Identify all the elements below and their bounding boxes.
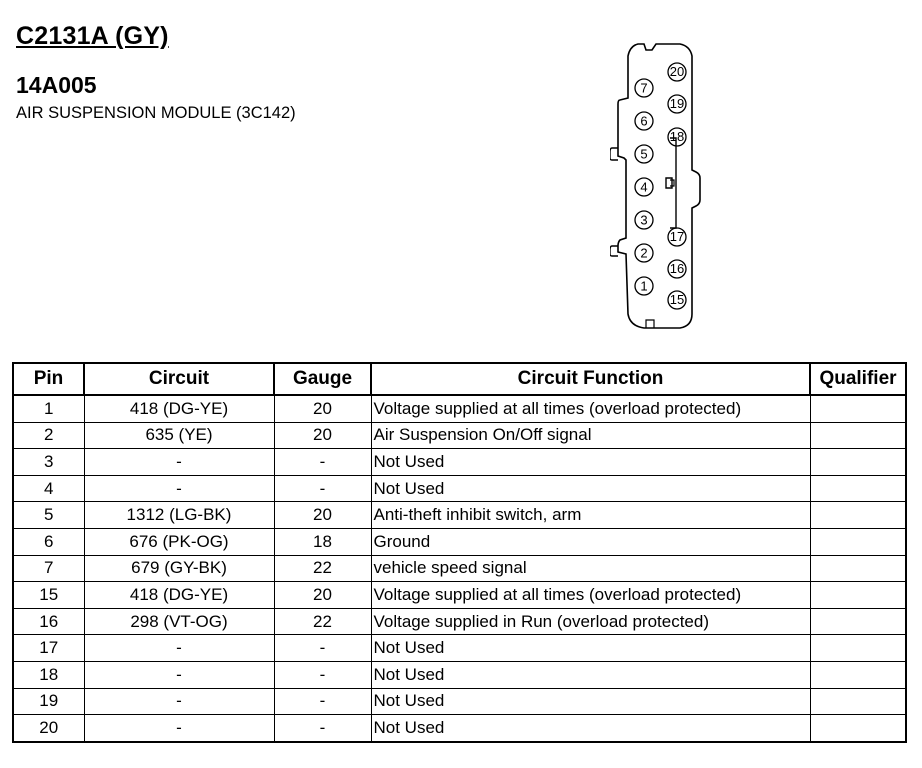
circuit-function-cell: Not Used	[371, 715, 810, 742]
part-number: 14A005	[16, 72, 97, 98]
bottom-key	[646, 320, 654, 328]
circuit-function-cell: Voltage supplied at all times (overload protected)	[371, 395, 810, 422]
table-row	[13, 502, 906, 529]
pin-cell: 19	[13, 688, 84, 715]
circuit-cell: -	[84, 475, 274, 502]
circuit-function-cell: Not Used	[371, 661, 810, 688]
qualifier-cell	[810, 715, 906, 742]
pin-cell: 2	[13, 422, 84, 449]
qualifier-cell	[810, 608, 906, 635]
pin-cell: 4	[13, 475, 84, 502]
gauge-cell: -	[274, 449, 371, 476]
module-name: AIR SUSPENSION MODULE (3C142)	[16, 104, 296, 122]
qualifier-cell	[810, 688, 906, 715]
circuit-function-cell: Ground	[371, 528, 810, 555]
header-qualifier: Qualifier	[810, 363, 906, 395]
circuit-cell: 1312 (LG-BK)	[84, 502, 274, 529]
circuit-cell: -	[84, 449, 274, 476]
pin-label: 3	[640, 212, 648, 228]
gauge-cell: 18	[274, 528, 371, 555]
gauge-cell: -	[274, 635, 371, 662]
pin-label: 19	[669, 96, 685, 111]
pin-19-marker	[668, 95, 686, 113]
pin-label: 20	[669, 64, 685, 79]
qualifier-cell	[810, 528, 906, 555]
circuit-cell: 676 (PK-OG)	[84, 528, 274, 555]
pin-cell: 18	[13, 661, 84, 688]
gauge-cell: -	[274, 661, 371, 688]
pin-1-marker	[635, 277, 653, 295]
pin-16-marker	[668, 260, 686, 278]
connector-housing	[618, 44, 700, 328]
circuit-function-cell: Not Used	[371, 475, 810, 502]
pin-cell: 6	[13, 528, 84, 555]
table-row	[13, 422, 906, 449]
table-row	[13, 475, 906, 502]
table-row	[13, 528, 906, 555]
pin-label: 15	[669, 292, 685, 307]
pin-cell: 7	[13, 555, 84, 582]
gauge-cell: -	[274, 715, 371, 742]
pin-label: 18	[669, 129, 685, 144]
gauge-cell: 22	[274, 608, 371, 635]
pin-6-marker	[635, 112, 653, 130]
pin-3-marker	[635, 211, 653, 229]
header-gauge: Gauge	[274, 363, 371, 395]
circuit-cell: 679 (GY-BK)	[84, 555, 274, 582]
qualifier-cell	[810, 582, 906, 609]
table-row	[13, 555, 906, 582]
qualifier-cell	[810, 422, 906, 449]
table-row	[13, 688, 906, 715]
pin-label: 2	[640, 245, 648, 261]
table-row	[13, 635, 906, 662]
connector-face-diagram	[610, 38, 710, 338]
header-pin: Pin	[13, 363, 84, 395]
circuit-cell: -	[84, 715, 274, 742]
gauge-cell: 20	[274, 582, 371, 609]
circuit-function-cell: Voltage supplied in Run (overload protected)	[371, 608, 810, 635]
gauge-cell: 20	[274, 395, 371, 422]
circuit-cell: -	[84, 688, 274, 715]
qualifier-cell	[810, 395, 906, 422]
circuit-function-cell: vehicle speed signal	[371, 555, 810, 582]
qualifier-cell	[810, 475, 906, 502]
pin-cell: 5	[13, 502, 84, 529]
qualifier-cell	[810, 635, 906, 662]
qualifier-cell	[810, 502, 906, 529]
table-row	[13, 661, 906, 688]
gauge-cell: 22	[274, 555, 371, 582]
pin-label: 5	[640, 146, 648, 162]
circuit-cell: 418 (DG-YE)	[84, 582, 274, 609]
pin-7-marker	[635, 79, 653, 97]
gauge-cell: 20	[274, 422, 371, 449]
pin-4-marker	[635, 178, 653, 196]
circuit-cell: 298 (VT-OG)	[84, 608, 274, 635]
pin-2-marker	[635, 244, 653, 262]
circuit-cell: -	[84, 661, 274, 688]
pin-label: 6	[640, 113, 648, 129]
qualifier-cell	[810, 449, 906, 476]
pinout-table	[12, 362, 907, 743]
circuit-cell: 418 (DG-YE)	[84, 395, 274, 422]
pin-15-marker	[668, 291, 686, 309]
pin-17-marker	[668, 228, 686, 246]
pin-label: 7	[640, 80, 648, 96]
circuit-function-cell: Not Used	[371, 449, 810, 476]
pin-5-marker	[635, 145, 653, 163]
circuit-function-cell: Air Suspension On/Off signal	[371, 422, 810, 449]
qualifier-cell	[810, 661, 906, 688]
latch-tab-upper	[610, 148, 618, 160]
pin-cell: 16	[13, 608, 84, 635]
table-row	[13, 608, 906, 635]
circuit-function-cell: Anti-theft inhibit switch, arm	[371, 502, 810, 529]
pin-cell: 15	[13, 582, 84, 609]
circuit-function-cell: Not Used	[371, 635, 810, 662]
table-row	[13, 582, 906, 609]
pin-cell: 3	[13, 449, 84, 476]
pin-cell: 20	[13, 715, 84, 742]
pin-20-marker	[668, 63, 686, 81]
header-circuit-function: Circuit Function	[371, 363, 810, 395]
table-row	[13, 715, 906, 742]
pin-label: 16	[669, 261, 685, 276]
pin-cell: 1	[13, 395, 84, 422]
gauge-cell: -	[274, 688, 371, 715]
gauge-cell: 20	[274, 502, 371, 529]
pin-label: 4	[640, 179, 648, 195]
qualifier-cell	[810, 555, 906, 582]
gauge-cell: -	[274, 475, 371, 502]
pin-18-marker	[668, 128, 686, 146]
circuit-function-cell: Not Used	[371, 688, 810, 715]
latch-bracket	[670, 138, 676, 228]
latch-tab-lower	[610, 246, 618, 256]
pin-label: 17	[669, 229, 685, 244]
pin-cell: 17	[13, 635, 84, 662]
connector-id-title: C2131A (GY)	[16, 22, 169, 50]
circuit-function-cell: Voltage supplied at all times (overload protected)	[371, 582, 810, 609]
table-header-row	[13, 363, 906, 395]
table-row	[13, 395, 906, 422]
circuit-cell: 635 (YE)	[84, 422, 274, 449]
table-row	[13, 449, 906, 476]
pin-label: 1	[640, 278, 648, 294]
header-circuit: Circuit	[84, 363, 274, 395]
circuit-cell: -	[84, 635, 274, 662]
